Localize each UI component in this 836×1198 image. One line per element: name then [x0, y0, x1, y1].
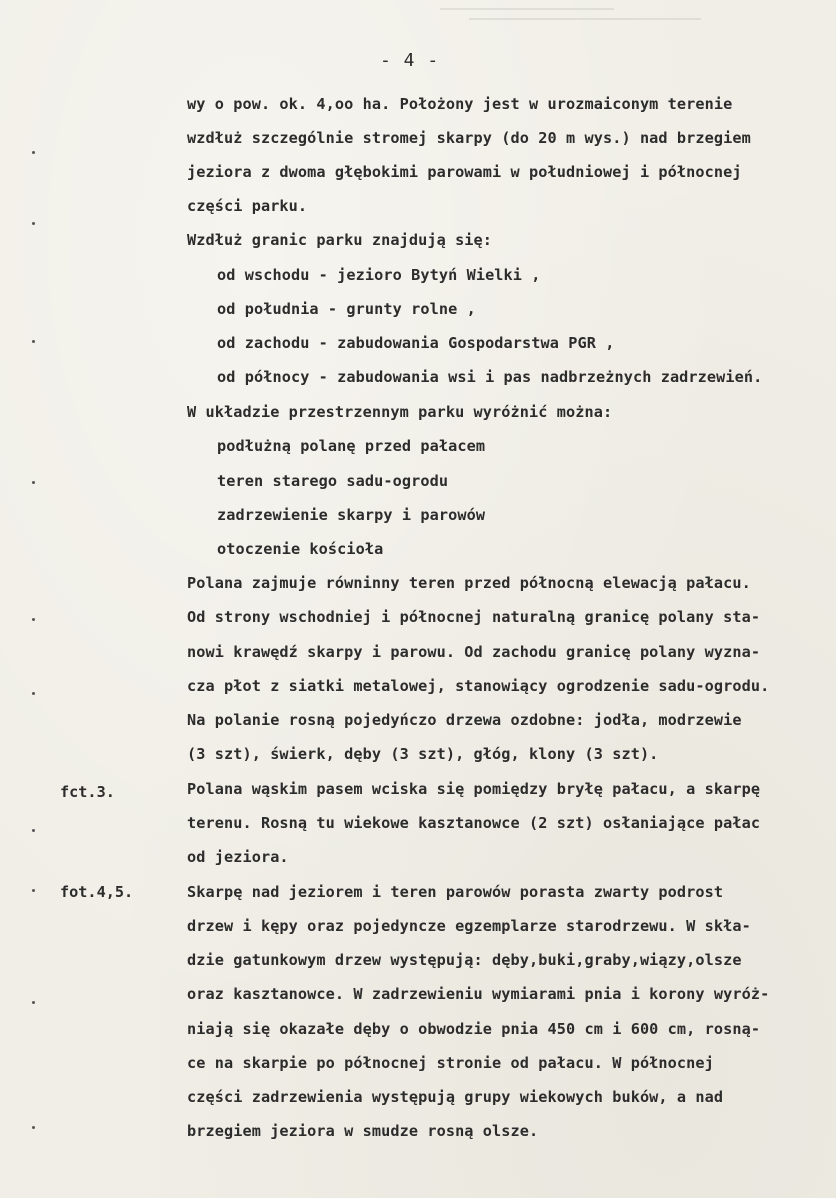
text-line: cza płot z siatki metalowej, stanowiący ogrodzenie sadu-ogrodu.: [187, 677, 770, 695]
punch-mark: [32, 340, 35, 343]
text-line: wy o pow. ok. 4,oo ha. Położony jest w urozmaiconym terenie: [187, 95, 733, 113]
text-line: oraz kasztanowce. W zadrzewieniu wymiarami pnia i korony wyróż-: [187, 985, 770, 1003]
text-line: niają się okazałe dęby o obwodzie pnia 450 cm i 600 cm, rosną-: [187, 1020, 761, 1038]
punch-mark: [32, 829, 35, 832]
text-line: Wzdłuż granic parku znajdują się:: [187, 231, 493, 249]
text-line: brzegiem jeziora w smudze rosną olsze.: [187, 1122, 539, 1140]
punch-mark: [32, 222, 35, 225]
punch-mark: [32, 151, 35, 154]
text-line: jeziora z dwoma głębokimi parowami w południowej i północnej: [187, 163, 742, 181]
margin-note-fot-4-5: fot.4,5.: [60, 883, 134, 901]
punch-mark: [32, 618, 35, 621]
punch-mark: [32, 481, 35, 484]
text-line: Polana zajmuje równinny teren przed północną elewacją pałacu.: [187, 574, 751, 592]
text-line: od jeziora.: [187, 848, 289, 866]
text-line: dzie gatunkowym drzew występują: dęby,buki,graby,wiązy,olsze: [187, 951, 742, 969]
text-line: zadrzewienie skarpy i parowów: [217, 506, 486, 524]
text-line: od północy - zabudowania wsi i pas nadbrzeżnych zadrzewień.: [217, 368, 763, 386]
text-line: Od strony wschodniej i północnej naturalną granicę polany sta-: [187, 608, 761, 626]
page-number: - 4 -: [380, 50, 440, 71]
text-line: drzew i kępy oraz pojedyncze egzemplarze starodrzewu. W skła-: [187, 917, 751, 935]
margin-note-fot-3: fct.3.: [60, 783, 115, 801]
bleed-through-marks: [440, 0, 730, 40]
text-line: od południa - grunty rolne ,: [217, 300, 476, 318]
text-line: Skarpę nad jeziorem i teren parowów porasta zwarty podrost: [187, 883, 724, 901]
text-line: nowi krawędź skarpy i parowu. Od zachodu granicę polany wyzna-: [187, 643, 761, 661]
punch-mark: [32, 1001, 35, 1004]
text-line: teren starego sadu-ogrodu: [217, 472, 449, 490]
text-line: otoczenie kościoła: [217, 540, 384, 558]
text-line: części zadrzewienia występują grupy wiekowych buków, a nad: [187, 1088, 724, 1106]
text-line: (3 szt), świerk, dęby (3 szt), głóg, klony (3 szt).: [187, 745, 659, 763]
punch-mark: [32, 1126, 35, 1129]
punch-mark: [32, 692, 35, 695]
text-line: od wschodu - jezioro Bytyń Wielki ,: [217, 266, 541, 284]
text-line: wzdłuż szczególnie stromej skarpy (do 20 m wys.) nad brzegiem: [187, 129, 751, 147]
text-line: Polana wąskim pasem wciska się pomiędzy bryłę pałacu, a skarpę: [187, 780, 761, 798]
text-line: ce na skarpie po północnej stronie od pałacu. W północnej: [187, 1054, 714, 1072]
text-line: części parku.: [187, 197, 308, 215]
text-line: od zachodu - zabudowania Gospodarstwa PGR ,: [217, 334, 615, 352]
text-line: terenu. Rosną tu wiekowe kasztanowce (2 szt) osłaniające pałac: [187, 814, 761, 832]
punch-mark: [32, 889, 35, 892]
text-line: W układzie przestrzennym parku wyróżnić można:: [187, 403, 613, 421]
text-line: podłużną polanę przed pałacem: [217, 437, 486, 455]
text-line: Na polanie rosną pojedyńczo drzewa ozdobne: jodła, modrzewie: [187, 711, 742, 729]
